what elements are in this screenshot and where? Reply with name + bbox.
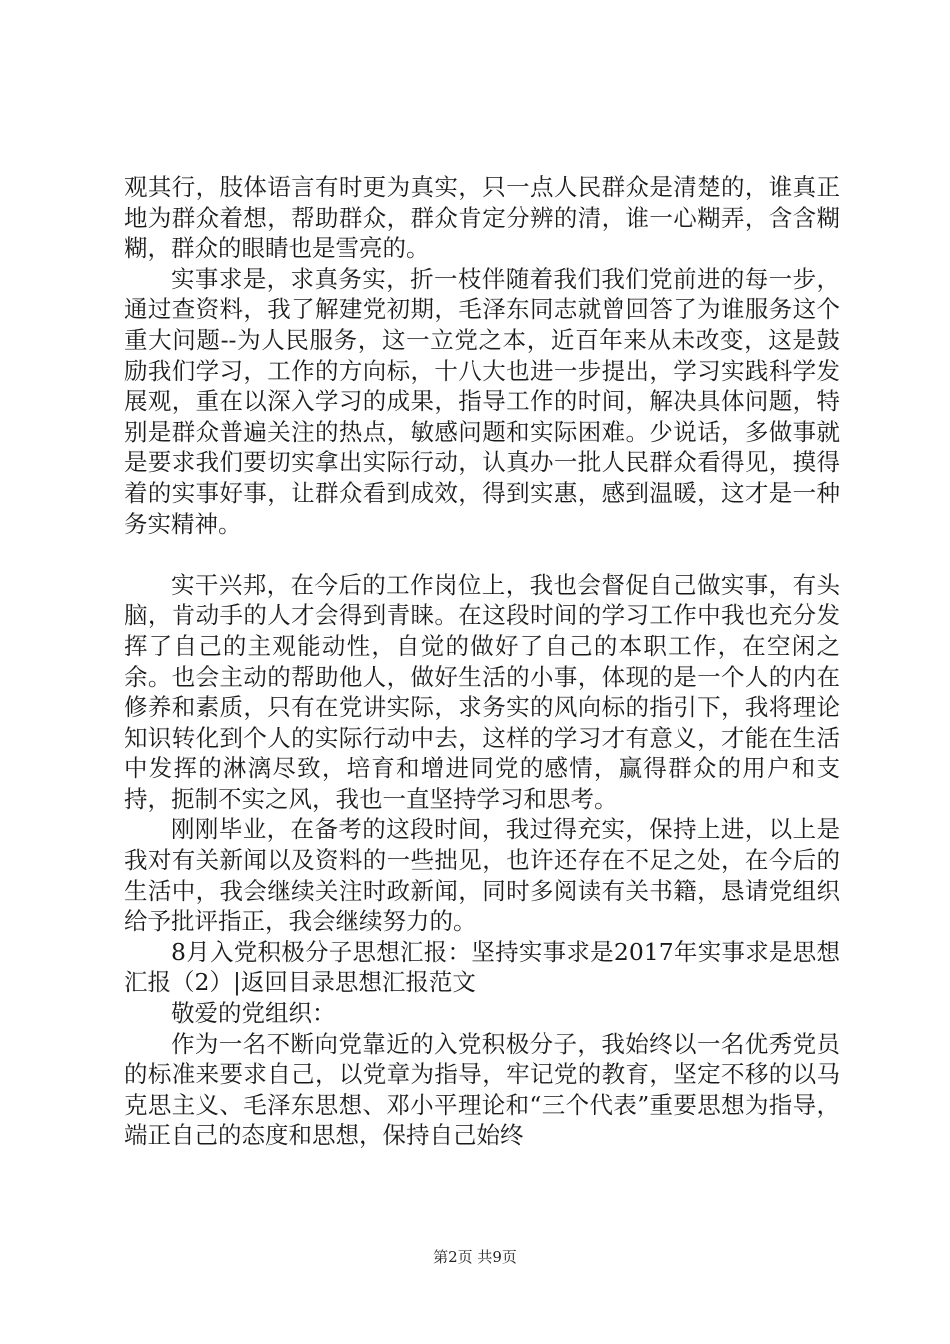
salutation: 敬爱的党组织： [171,999,336,1028]
page-footer: 第2页 共9页 [433,1248,517,1266]
paragraph-2: 实事求是，求真务实，折一枝伴随着我们我们党前进的每一步，通过查资料，我了解建党初期，毛泽东同志就曾回答了为谁服务这个重大问题--为人民服务，这一立党之本，近百年来从未改变，这是鼓励我们学习，工作的方向标，十八大也进一步提出，学习实践科学发展观，重在以深入学习的成果，指导工作的时间，解决具体问题，特别是群众普遍关注的热点，敏感问题和实际困难。少说话，多做事就是要求我们要切实拿出实际行动，认真办一批人民群众看得见，摸得着的实事好事，让群众看到成效，得到实惠，感到温暖，这才是一种务实精神。 [124,264,840,538]
paragraph-3: 实干兴邦，在今后的工作岗位上，我也会督促自己做实事，有头脑，肯动手的人才会得到青睐。在这段时间的学习工作中我也充分发挥了自己的主观能动性，自觉的做好了自己的本职工作，在空闲之余。也会主动的帮助他人，做好生活的小事，体现的是一个人的内在修养和素质，只有在党讲实际，求务实的风向标的指引下，我将理论知识转化到个人的实际行动中去，这样的学习才有意义，才能在生活中发挥的淋漓尽致，培育和增进同党的感情，赢得群众的用户和支持，扼制不实之风，我也一直坚持学习和思考。 [124,570,840,813]
section-heading: 8月入党积极分子思想汇报：坚持实事求是2017年实事求是思想汇报（2）|返回目录思想汇报范文 [124,937,840,997]
body-text [124,172,840,1151]
paragraph-5: 作为一名不断向党靠近的入党积极分子，我始终以一名优秀党员的标准来要求自己，以党章为指导，牢记党的教育，坚定不移的以马克思主义、毛泽东思想、邓小平理论和“三个代表”重要思想为指导，端正自己的态度和思想，保持自己始终 [124,1029,840,1150]
paragraph-1: 观其行，肢体语言有时更为真实，只一点人民群众是清楚的，谁真正地为群众着想，帮助群众，群众肯定分辨的清，谁一心糊弄，含含糊糊，群众的眼睛也是雪亮的。 [124,173,840,263]
paragraph-4: 刚刚毕业，在备考的这段时间，我过得充实，保持上进，以上是我对有关新闻以及资料的一些拙见，也许还存在不足之处，在今后的生活中，我会继续关注时政新闻，同时多阅读有关书籍，恳请党组织给予批评指正，我会继续努力的。 [124,815,840,936]
